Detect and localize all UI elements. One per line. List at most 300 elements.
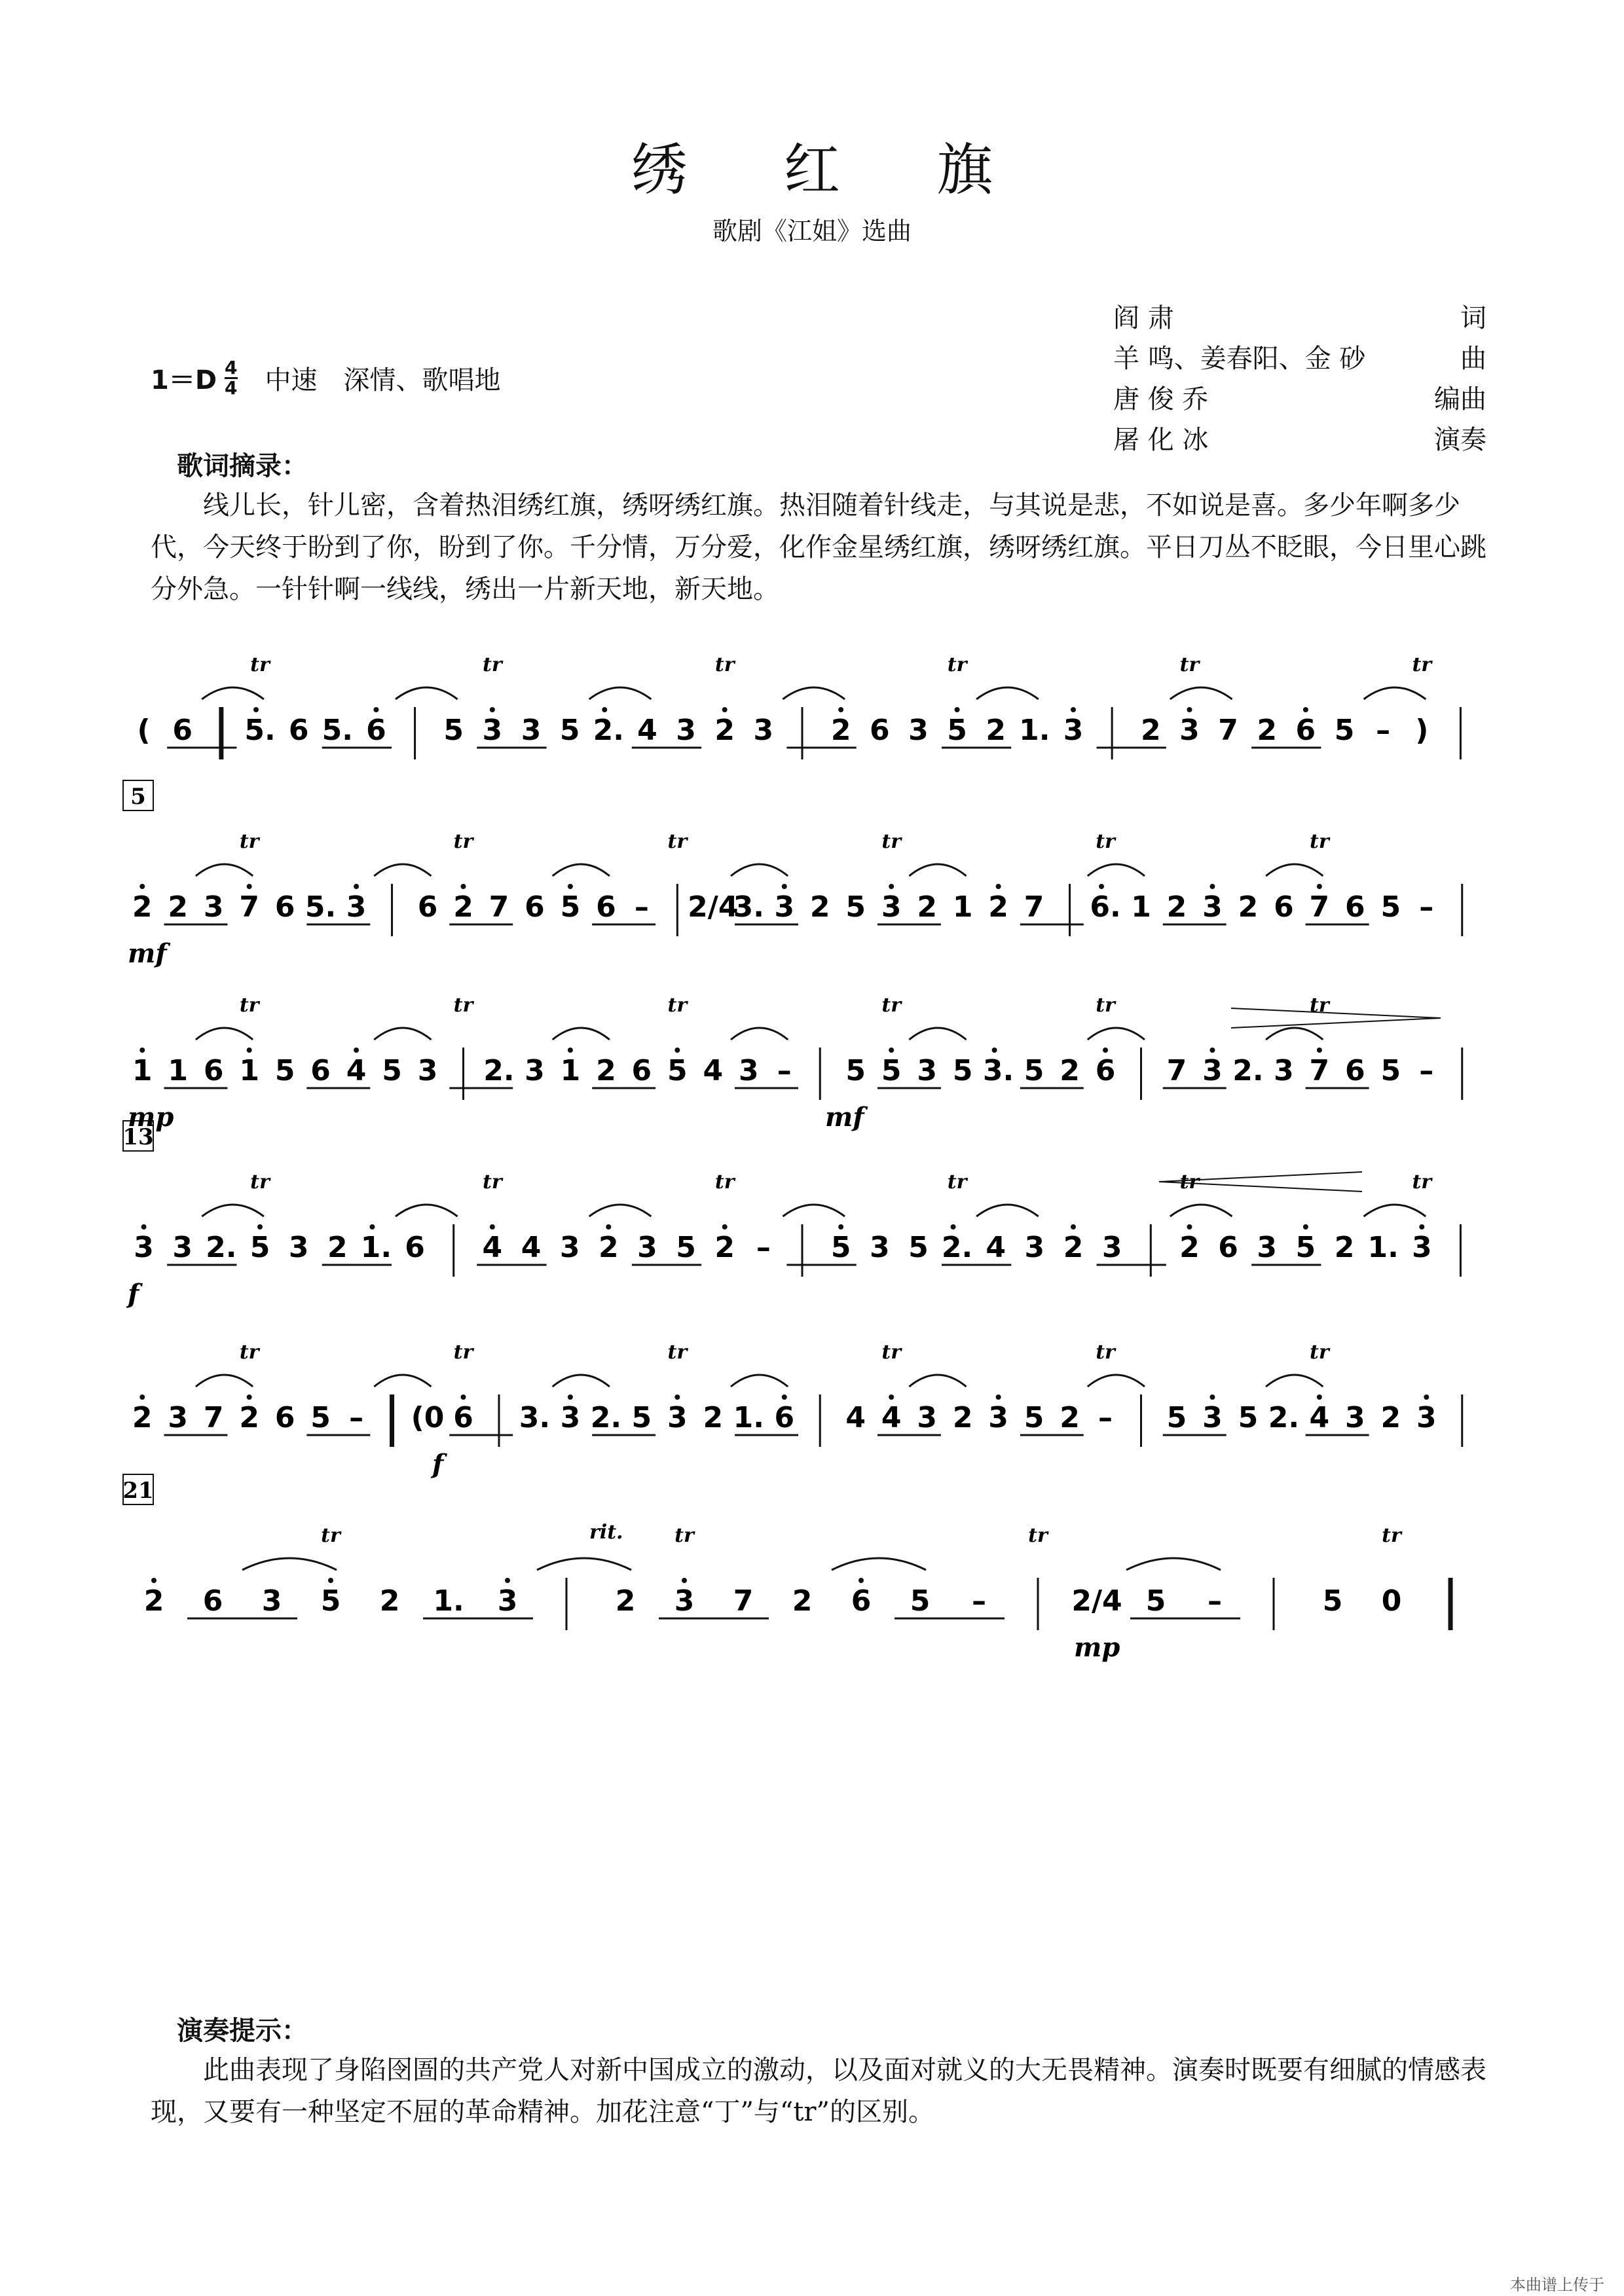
octave-dot (722, 707, 728, 712)
octave-dot (889, 1394, 894, 1400)
note: 5. (304, 890, 337, 924)
note: 5 (631, 1401, 652, 1434)
note: 2. (590, 1401, 622, 1434)
note: 5. (244, 714, 276, 747)
slur-arc (909, 864, 966, 876)
note: 2 (952, 1401, 973, 1434)
slur-arc (1170, 687, 1232, 699)
lyrics-text: 线儿长，针儿密，含着热泪绣红旗，绣呀绣红旗。热泪随着针线走，与其说是悲，不如说是喜。多少年啊多少代，今天终于盼到了你，盼到了你。千分情，万分爱，化作金星绣红旗，绣呀绣红旗。平日刀丛不眨眼，今日里心跳分外急。一针针啊一线线，绣出一片新天地，新天地。 (151, 490, 1486, 604)
note: 3 (637, 1231, 657, 1264)
note: 6 (288, 714, 309, 747)
note: 2 (453, 890, 473, 924)
note: 1. (733, 1401, 764, 1434)
ornament: tr (1096, 994, 1115, 1017)
note: – (1208, 1584, 1222, 1618)
slur-arc (202, 687, 264, 699)
slur-arc (1126, 1558, 1221, 1570)
note: 4 (482, 1231, 503, 1264)
ornament: tr (239, 830, 259, 853)
octave-dot (1303, 707, 1308, 712)
note: 5 (830, 1231, 851, 1264)
octave-dot (139, 1394, 145, 1400)
dynamic-marking: mf (128, 938, 167, 969)
octave-dot (354, 1048, 359, 1053)
octave-dot (674, 1048, 680, 1053)
note: 2 (1380, 1401, 1401, 1434)
note: 3 (1202, 890, 1223, 924)
octave-dot (1103, 1048, 1108, 1053)
note: 2 (1257, 714, 1278, 747)
ornament: tr (453, 830, 473, 853)
note: 3 (521, 714, 542, 747)
credit-role: 编曲 (1434, 384, 1486, 414)
ornament: tr (1382, 1524, 1401, 1547)
note: 5 (443, 714, 464, 747)
note: (0 (411, 1401, 445, 1434)
note: – (634, 890, 649, 924)
slur-arc (909, 1028, 966, 1040)
note: 4 (521, 1231, 542, 1264)
octave-dot (996, 1394, 1001, 1400)
note: 7 (1218, 714, 1238, 747)
note: 1 (239, 1054, 259, 1087)
note: 2 (792, 1584, 813, 1618)
note: 3 (1411, 1231, 1432, 1264)
note: 1. (433, 1584, 464, 1618)
note: – (777, 1054, 792, 1087)
note: 2 (327, 1231, 348, 1264)
note: ) (1415, 714, 1429, 747)
note: 2 (1166, 890, 1187, 924)
octave-dot (889, 1048, 894, 1053)
dynamic-marking: f (128, 1279, 139, 1309)
octave-dot (1209, 1394, 1215, 1400)
slur-arc (1266, 1028, 1323, 1040)
note: 4 (881, 1401, 902, 1434)
note: 1. (1367, 1231, 1399, 1264)
note: 2 (1060, 1401, 1080, 1434)
slur-arc (731, 864, 788, 876)
slur-arc (553, 1375, 610, 1387)
note: 1 (132, 1054, 153, 1087)
note: 2 (615, 1584, 636, 1618)
octave-dot (606, 1224, 611, 1230)
note: 6 (1295, 714, 1316, 747)
note: 3 (1202, 1054, 1223, 1087)
octave-dot (151, 1578, 157, 1583)
slur-arc (374, 1375, 431, 1387)
note: – (349, 1401, 364, 1434)
note: – (1376, 714, 1391, 747)
octave-dot (1071, 1224, 1076, 1230)
note: 2/4 (1071, 1584, 1122, 1618)
note: 3 (417, 1054, 438, 1087)
lyrics-label: 歌词摘录： (177, 451, 308, 481)
note: 1 (1131, 890, 1151, 924)
octave-dot (992, 1048, 997, 1053)
credit-composer (1113, 338, 1486, 379)
note: 7 (1309, 890, 1330, 924)
note: 3 (738, 1054, 759, 1087)
ornament: tr (239, 1341, 259, 1364)
octave-dot (838, 1224, 843, 1230)
ornament: tr (947, 1171, 967, 1194)
octave-dot (782, 884, 787, 889)
octave-dot (682, 1578, 687, 1583)
slur-arc (589, 687, 652, 699)
octave-dot (1209, 884, 1215, 889)
note: 2. (1268, 1401, 1300, 1434)
octave-dot (955, 707, 960, 712)
octave-dot (838, 707, 843, 712)
octave-dot (1303, 1224, 1308, 1230)
slur-arc (783, 687, 845, 699)
octave-dot (354, 884, 359, 889)
note: 2. (941, 1231, 973, 1264)
slur-arc (832, 1558, 926, 1570)
note: 3 (1179, 714, 1200, 747)
octave-dot (461, 884, 466, 889)
tips-label: 演奏提示： (177, 2016, 308, 2046)
song-subtitle: 歌剧《江姐》选曲 (712, 217, 912, 246)
octave-dot (257, 1224, 263, 1230)
note: 6 (274, 1401, 295, 1434)
note: 3 (560, 1401, 581, 1434)
ornament: tr (1310, 830, 1329, 853)
octave-dot (1187, 707, 1192, 712)
octave-dot (490, 707, 495, 712)
credit-name: 羊 鸣、姜春阳、金 砂 (1113, 344, 1366, 374)
note: 2 (132, 1401, 153, 1434)
octave-dot (1099, 884, 1104, 889)
note: 2 (1238, 890, 1259, 924)
ornament: tr (250, 653, 270, 676)
ornament: tr (1310, 994, 1329, 1017)
octave-dot (247, 1394, 252, 1400)
octave-dot (1317, 884, 1322, 889)
note: 4 (845, 1401, 866, 1434)
numbered-score (0, 653, 1624, 1964)
note: – (1419, 1054, 1434, 1087)
note: 2 (132, 890, 153, 924)
note: 6 (1345, 1054, 1365, 1087)
note: 3 (168, 1401, 189, 1434)
credits-block (1113, 298, 1486, 460)
slur-arc (553, 1028, 610, 1040)
note: 5 (947, 714, 967, 747)
octave-dot (1424, 1394, 1429, 1400)
note: – (756, 1231, 771, 1264)
credit-name: 唐 俊 乔 (1113, 384, 1209, 414)
note: 2 (168, 890, 189, 924)
credit-name: 阎 肃 (1113, 303, 1174, 333)
slur-arc (537, 1558, 631, 1570)
measure-number: 13 (122, 1124, 154, 1150)
note: 3 (753, 714, 774, 747)
note: 4 (346, 1054, 367, 1087)
note: 2 (1063, 1231, 1084, 1264)
note: 3 (917, 1054, 937, 1087)
note: 7 (1024, 890, 1044, 924)
note: 3 (482, 714, 503, 747)
ornament: tr (1412, 653, 1432, 676)
note: 6 (366, 714, 386, 747)
credit-lyricist (1113, 298, 1486, 338)
note: 6. (1090, 890, 1121, 924)
note: 2. (1232, 1054, 1264, 1087)
note: 5 (845, 890, 866, 924)
note: 6 (631, 1054, 652, 1087)
slur-arc (1266, 1375, 1323, 1387)
ornament: tr (1096, 830, 1115, 853)
note: – (972, 1584, 986, 1618)
note: 5 (274, 1054, 295, 1087)
ornament: tr (1096, 1341, 1115, 1364)
note: 3 (288, 1231, 309, 1264)
ornament: tr (714, 653, 735, 676)
note: 5 (1024, 1054, 1044, 1087)
ornament: tr (239, 994, 259, 1017)
dynamic-marking: f (432, 1449, 444, 1480)
note: – (1419, 890, 1434, 924)
note: 3 (774, 890, 795, 924)
slur-arc (396, 1205, 458, 1216)
octave-dot (369, 1224, 375, 1230)
slur-arc (374, 1028, 431, 1040)
measure-number: 5 (130, 784, 146, 810)
ornament: tr (1028, 1524, 1048, 1547)
note: 1. (1019, 714, 1050, 747)
key-signature (151, 359, 501, 397)
note: 2 (1060, 1054, 1080, 1087)
note: 2 (1179, 1231, 1200, 1264)
note: 6 (203, 1054, 224, 1087)
ornament: tr (714, 1171, 735, 1194)
note: 3 (1274, 1054, 1294, 1087)
credit-name: 屠 化 冰 (1113, 425, 1209, 455)
octave-dot (247, 1048, 252, 1053)
note: 2 (596, 1054, 616, 1087)
slur-arc (196, 864, 253, 876)
octave-dot (951, 1224, 956, 1230)
ornament: tr (881, 1341, 902, 1364)
tips-text: 此曲表现了身陷囹圄的共产党人对新中国成立的激动，以及面对就义的大无畏精神。演奏时既要有细腻的情感表现，又要有一种坚定不屈的革命精神。加花注意“丁”与“tr”的区别。 (151, 2055, 1486, 2127)
slur-arc (1364, 687, 1426, 699)
note: 3 (917, 1401, 937, 1434)
note: 7 (733, 1584, 754, 1618)
dynamic-marking: mf (825, 1102, 864, 1133)
octave-dot (1187, 1224, 1192, 1230)
slur-arc (1170, 1205, 1232, 1216)
octave-dot (373, 707, 378, 712)
note: 2 (239, 1401, 259, 1434)
octave-dot (889, 884, 894, 889)
slur-arc (1088, 1375, 1145, 1387)
note: 7 (203, 1401, 224, 1434)
note: 5 (1322, 1584, 1343, 1618)
ornament: tr (1179, 1171, 1200, 1194)
ornament: tr (667, 830, 688, 853)
note: 3 (1202, 1401, 1223, 1434)
note: 7 (1166, 1054, 1187, 1087)
note: 5 (908, 1231, 929, 1264)
note: 6 (1345, 890, 1365, 924)
note: 7 (1309, 1054, 1330, 1087)
note: 5 (249, 1231, 270, 1264)
note: 2 (143, 1584, 164, 1618)
ornament: tr (1310, 1341, 1329, 1364)
slur-arc (976, 1205, 1039, 1216)
octave-dot (858, 1578, 864, 1583)
note: 2 (917, 890, 937, 924)
credit-role: 词 (1460, 303, 1486, 333)
note: 2 (379, 1584, 400, 1618)
note: 6 (172, 714, 193, 747)
note: 3 (1024, 1231, 1045, 1264)
slur-arc (909, 1375, 966, 1387)
note: 2 (988, 890, 1008, 924)
note: 5 (1380, 1054, 1401, 1087)
note: 2 (830, 714, 851, 747)
slur-arc (396, 687, 458, 699)
note: 6 (1218, 1231, 1238, 1264)
ornament: tr (250, 1171, 270, 1194)
tempo-marking: 中速 深情、歌唱地 (265, 365, 501, 395)
note: 2 (714, 1231, 735, 1264)
octave-dot (253, 707, 259, 712)
note: 2/4 (688, 890, 739, 924)
octave-dot (490, 1224, 495, 1230)
measure-number: 21 (122, 1478, 154, 1504)
note: 3 (1063, 714, 1084, 747)
note: 5 (1024, 1401, 1044, 1434)
ornament: tr (483, 1171, 502, 1194)
octave-dot (505, 1578, 510, 1583)
note: 5 (320, 1584, 341, 1618)
note: 2 (714, 714, 735, 747)
note: 3 (346, 890, 367, 924)
note: 6 (851, 1584, 872, 1618)
note: 5 (1380, 890, 1401, 924)
key-text: 1＝D (151, 365, 217, 395)
octave-dot (139, 884, 145, 889)
note: 4 (986, 1231, 1006, 1264)
slur-arc (589, 1205, 652, 1216)
ornament: tr (1179, 653, 1200, 676)
note: 2 (703, 1401, 724, 1434)
note: 3. (733, 890, 764, 924)
note: 7 (489, 890, 509, 924)
note: 6 (202, 1584, 223, 1618)
note: 2 (986, 714, 1006, 747)
dynamic-marking: mp (1074, 1632, 1120, 1663)
ornament: tr (453, 1341, 473, 1364)
octave-dot (568, 1394, 573, 1400)
note: 5 (881, 1054, 902, 1087)
time-top: 4 (225, 357, 238, 378)
octave-dot (247, 884, 252, 889)
note: 3 (988, 1401, 1008, 1434)
note: 5 (845, 1054, 866, 1087)
slur-arc (1364, 1205, 1426, 1216)
note: 3 (1101, 1231, 1122, 1264)
note: 5 (1145, 1584, 1166, 1618)
octave-dot (1317, 1394, 1322, 1400)
note: 6 (417, 890, 438, 924)
note: 1. (360, 1231, 392, 1264)
note: 2. (483, 1054, 515, 1087)
note: 3. (982, 1054, 1014, 1087)
note: 6 (774, 1401, 795, 1434)
note: 5 (310, 1401, 331, 1434)
song-title: 绣 红 旗 (631, 137, 1033, 203)
note: 5 (667, 1054, 688, 1087)
octave-dot (1209, 1048, 1215, 1053)
slur-arc (242, 1558, 337, 1570)
note: 6 (1274, 890, 1294, 924)
time-signature (225, 359, 237, 397)
note: 6 (869, 714, 890, 747)
note: 3 (667, 1401, 688, 1434)
note: 5 (1295, 1231, 1316, 1264)
note: 1 (560, 1054, 581, 1087)
ornament: tr (1412, 1171, 1432, 1194)
ornament: tr (667, 994, 688, 1017)
note: 3 (908, 714, 929, 747)
note: 6 (453, 1401, 473, 1434)
note: 2. (206, 1231, 237, 1264)
octave-dot (674, 1394, 680, 1400)
note: 3 (674, 1584, 695, 1618)
octave-dot (996, 884, 1001, 889)
note: 2. (593, 714, 624, 747)
note: 3. (519, 1401, 551, 1434)
note: 4 (1309, 1401, 1330, 1434)
slur-arc (202, 1205, 264, 1216)
note: 6 (596, 890, 616, 924)
note: 6 (1095, 1054, 1116, 1087)
slur-arc (1088, 864, 1145, 876)
ornament: tr (881, 994, 902, 1017)
octave-dot (328, 1578, 333, 1583)
ornament: tr (483, 653, 502, 676)
note: 3 (203, 890, 224, 924)
note: 3 (881, 890, 902, 924)
note: 2 (1140, 714, 1161, 747)
ornament: tr (674, 1524, 694, 1547)
slur-arc (783, 1205, 845, 1216)
octave-dot (461, 1394, 466, 1400)
ritardando-marking: rit. (589, 1521, 623, 1544)
octave-dot (139, 1048, 145, 1053)
note: 5 (676, 1231, 696, 1264)
note: 6 (274, 890, 295, 924)
note: 5 (560, 890, 581, 924)
time-bottom: 4 (225, 377, 238, 399)
note: 3 (497, 1584, 518, 1618)
note: 4 (637, 714, 657, 747)
octave-dot (1419, 1224, 1424, 1230)
octave-dot (141, 1224, 147, 1230)
octave-dot (722, 1224, 728, 1230)
note: ( (137, 714, 151, 747)
note: 0 (1381, 1584, 1402, 1618)
note: – (1098, 1401, 1113, 1434)
slur-arc (1088, 1028, 1145, 1040)
note: 3 (869, 1231, 890, 1264)
note: 3 (525, 1054, 545, 1087)
note: 5 (952, 1054, 973, 1087)
